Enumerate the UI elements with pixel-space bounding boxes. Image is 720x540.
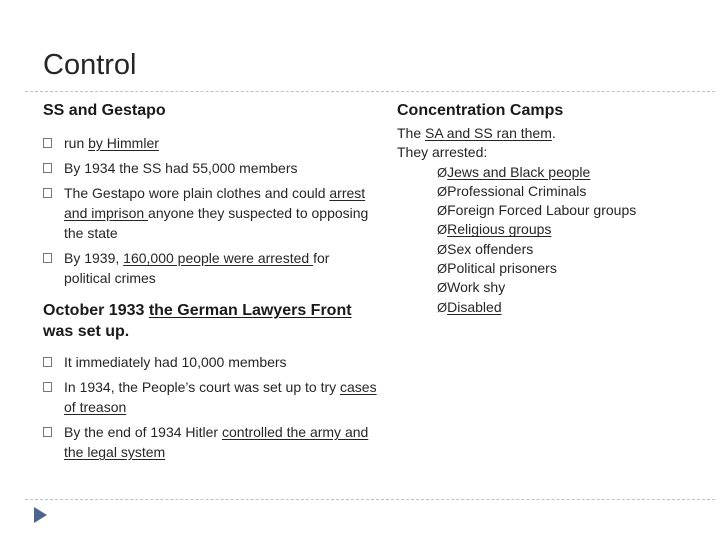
bullet-box-icon <box>43 382 52 392</box>
bullet-box-icon <box>43 427 52 437</box>
footer-divider <box>25 499 715 500</box>
left-column <box>43 101 378 467</box>
arrested-group-label: Jews and Black people <box>447 163 591 180</box>
arrow-bullet-icon: Ø <box>437 299 448 315</box>
arrested-group-item <box>397 259 697 278</box>
lawyers-front-bullet-list <box>43 352 378 462</box>
ss-gestapo-heading: SS and Gestapo <box>43 102 166 119</box>
camps-arrested-line: They arrested: <box>397 144 488 161</box>
arrested-groups-list <box>397 163 697 317</box>
bullet-item: By the end of 1934 Hitler controlled the army and the legal system <box>43 422 378 462</box>
arrested-group-item <box>397 220 697 239</box>
arrow-bullet-icon: Ø <box>437 222 448 238</box>
bullet-item: By 1934 the SS had 55,000 members <box>43 158 378 178</box>
arrested-group-label: Foreign Forced Labour groups <box>447 202 637 219</box>
concentration-camps-heading: Concentration Camps <box>397 102 564 119</box>
arrested-group-item <box>397 201 697 220</box>
slide-title: Control <box>43 49 137 81</box>
bullet-item: By 1939, 160,000 people were arrested for political crimes <box>43 248 378 288</box>
arrested-group-label: Disabled <box>447 298 502 315</box>
bullet-item: It immediately had 10,000 members <box>43 352 378 372</box>
camps-intro-line: The SA and SS ran them. <box>397 125 556 141</box>
bullet-item: The Gestapo wore plain clothes and could arrest and imprison anyone they suspected to opposing the state <box>43 183 378 243</box>
title-divider <box>25 91 715 92</box>
lawyers-front-heading: October 1933 the German Lawyers Front was set up. <box>43 302 352 340</box>
arrow-bullet-icon: Ø <box>437 164 448 180</box>
arrested-group-item <box>397 182 697 201</box>
bullet-box-icon <box>43 357 52 367</box>
arrested-group-item <box>397 298 697 317</box>
arrow-bullet-icon: Ø <box>437 280 448 296</box>
arrested-group-item <box>397 278 697 297</box>
arrow-bullet-icon: Ø <box>437 183 448 199</box>
play-arrow-icon[interactable] <box>34 507 47 523</box>
arrested-group-label: Religious groups <box>447 221 552 238</box>
arrow-bullet-icon: Ø <box>437 203 448 219</box>
arrested-group-item <box>397 163 697 182</box>
arrested-group-label: Sex offenders <box>447 240 534 257</box>
arrested-group-item <box>397 240 697 259</box>
arrested-group-label: Political prisoners <box>447 260 557 277</box>
right-column <box>397 101 697 317</box>
arrow-bullet-icon: Ø <box>437 241 448 257</box>
bullet-item: In 1934, the People’s court was set up to try cases of treason <box>43 377 378 417</box>
arrested-group-label: Professional Criminals <box>447 182 587 199</box>
bullet-item: run by Himmler <box>43 133 378 153</box>
arrow-bullet-icon: Ø <box>437 261 448 277</box>
bullet-box-icon <box>43 138 52 148</box>
bullet-box-icon <box>43 163 52 173</box>
bullet-box-icon <box>43 188 52 198</box>
bullet-box-icon <box>43 253 52 263</box>
ss-gestapo-bullet-list <box>43 133 378 288</box>
arrested-group-label: Work shy <box>447 279 506 296</box>
